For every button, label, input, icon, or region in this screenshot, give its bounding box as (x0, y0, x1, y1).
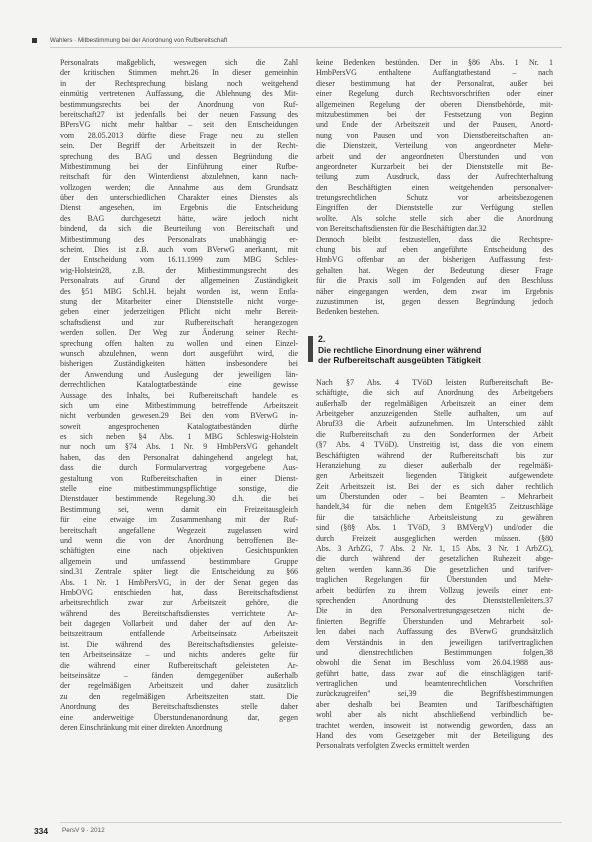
text-line: Hand des vom Gesetzgeber mit der Beteiligung des (316, 731, 553, 741)
header-square-marker (32, 38, 37, 43)
text-line: chung bis auf eben angeführte Entscheidung des (316, 245, 553, 255)
text-line: zu den regelmäßigen Arbeitszeiten statt. Die (60, 691, 298, 701)
text-line: derrechtlichen Katalogtatbestände eine gewisse (60, 380, 298, 390)
text-line: stelle eine mitbestimmungspflichtige sonstige, die (60, 484, 298, 494)
text-line: Anordnung des Bereitschaftsdienstes stelle daher (60, 702, 298, 712)
journal-reference: PersV 9 · 2012 (62, 827, 105, 834)
text-line: Personalrats auf Grund der allgemeinen Zuständigkeit (60, 276, 298, 286)
text-line: schäftigten eine nach objektiven Gesichtspunkten (60, 546, 298, 556)
text-line: Die in den Personalvertretungsgesetzen nicht de- (316, 606, 553, 616)
text-line: sind.31 Zentrale später liegt die Entscheidung zu §66 (60, 567, 298, 577)
text-line: näher eingegangen werden, dem zwar im Ergebnis (316, 286, 553, 296)
text-line: geführt hatte, dass zwar auf die einschlägigen tarif- (316, 668, 553, 678)
text-line: len dabei nach Auffassung des BVerwG grundsätzlich (316, 627, 553, 637)
text-line: vertraglichen und beamtenrechtlichen Vorschriften (316, 679, 553, 689)
text-line: Personalrats verfolgten Zwecks ermittelt werden (316, 741, 470, 751)
text-line: teilung zum Ausdruck, dass der Aufrechterhaltung (316, 172, 553, 182)
footer-rule (60, 822, 562, 823)
text-line: wollte. Als solche stelle sich aber die Anordnung (316, 213, 553, 223)
text-line: sind (§8§ Abs. 1 TVöD, 3 BMVergV) und/oder die (316, 523, 553, 533)
text-line: schaftsdienst und zur Rufbereitschaft herangezogen (60, 317, 298, 327)
text-line: keine Bedenken bestünden. Der in §86 Abs. 1 Nr. 1 (316, 58, 553, 67)
text-line: angeordneter Kurzarbeit bei der Dienststelle mit Be- (316, 161, 553, 171)
text-line: Mitbestimmung bei der Einführung einer Rufbe- (60, 161, 298, 171)
text-line: stung der Mitarbeiter einer Dienststelle nicht vorge- (60, 296, 298, 306)
text-line: eine anderweitige Überstundenanordnung dar, gegen (60, 712, 298, 722)
header-rule (50, 47, 562, 48)
text-line: finierten Begriffe Überstunden und Mehrarbeit sol- (316, 616, 553, 626)
text-line: zurückzugreifen" sei,39 die Begriffsbestimmungen (316, 689, 553, 699)
text-line: Dienstdauer bestimmende Regelung.30 d.h. die bei (60, 494, 298, 504)
text-line: bereitschaft27 ist jedenfalls bei der neuen Fassung des (60, 109, 298, 119)
text-line: die Dienstzeit, Verteilung von angeordneter Mehr- (316, 141, 553, 151)
text-line: und Ende der Arbeitszeit und der Pausen, Anord- (316, 120, 553, 130)
text-line: deren Einschränkung mit einer direkten Anordnung (60, 723, 223, 732)
text-line: Eingriffen der Dienststelle zur Verfügung stellen (316, 203, 553, 213)
text-line: der Anwendung und Auslegung der jeweiligen län- (60, 369, 298, 379)
text-line: beitszeitraum entfallende Arbeitseinsatz Arbeitszeit (60, 629, 298, 639)
text-line: arbeit bedürfen zu ihrem Vollzug jeweils einer ent- (316, 585, 553, 595)
text-line: die Rufbereitschaft zu den Sonderformen der Arbeit (316, 429, 553, 439)
text-line: allgemeinen Regelung der oberen Dienstbehörde, mit- (316, 99, 553, 109)
text-line: haben, das den Personalrat dahingehend angelegt hat, (60, 452, 298, 462)
text-line: HmbPersVG enthaltene Auffangtatbestand – nach (316, 68, 553, 78)
right-column-top-text (316, 58, 553, 318)
text-line: traglichen Regelungen für Überstunden und Mehr- (316, 575, 553, 585)
text-line: durch Freizeit ausgeglichen werden müssen. (§80 (316, 533, 553, 543)
section-number: 2. (318, 333, 326, 344)
text-line: zuzustimmen ist, gegen dessen Begründung jedoch (316, 296, 553, 306)
text-line: handelt,34 für die neben dem Entgelt35 Zeitzuschläge (316, 502, 553, 512)
text-line: obwohl die Senat im Beschluss vom 26.04.1988 aus- (316, 658, 553, 668)
text-line: des §51 MBG Schl.H. bejaht worden ist, wenn Entla- (60, 286, 298, 296)
text-line: wunsch abzulehnen, wenn dort ausgeführt wird, die (60, 348, 298, 358)
text-line: werden sollen. Der Weg zur Änderung seiner Recht- (60, 328, 298, 338)
text-line: für die Praxis soll im Folgenden auf den Beschluss (316, 276, 553, 286)
text-line: sich um eine Mitbestimmung betreffende Arbeitszeit (60, 400, 298, 410)
text-line: Dennoch bleibt festzustellen, dass die Rechtspre- (316, 234, 553, 244)
text-line: die durch während der gesetzlichen Ruhezeit abge- (316, 554, 553, 564)
text-line: für eine etwaige im Zusammenhang mit der Ruf- (60, 515, 298, 525)
text-line: HmbVG offenbar an der bisherigen Auffassung fest- (316, 255, 553, 265)
text-line: tretungsrechtlichen Schutz vor arbeitsbezogenen (316, 193, 553, 203)
text-line: Heranziehung zu dieser außerhalb der regelmäßi- (316, 460, 553, 470)
text-line: soweit angesprochenen Katalogtatbeständen dürfte (60, 421, 298, 431)
right-column-bottom-text (316, 378, 553, 752)
section-heading (316, 334, 553, 366)
text-line: und wenn die von der Anordnung betroffenen Be- (60, 535, 298, 545)
text-line: BPersVG nicht mehr haltbar – seit den Entscheidungen (60, 120, 298, 130)
text-line: beitseinsätze – fänden demgegenüber außerhalb (60, 671, 298, 681)
text-line: vom 28.05.2013 dürfte diese Frage neu zu stellen (60, 130, 298, 140)
text-line: reitschaft für den Winterdienst abzulehnen, kann nach- (60, 172, 298, 182)
text-line: vollzogen werden; die Annahme aus dem Grundsatz (60, 182, 298, 192)
text-line: HmbOVG entschieden hat, dass Bereitschaftsdienst (60, 587, 298, 597)
text-line: Zeit Arbeitszeit ist. Bei der es sich daher rechtlich (316, 481, 553, 491)
text-line: sprechung des BAG und dessen Begründung die (60, 151, 298, 161)
text-line: gehalten hat. Wegen der Bedeutung dieser Frage (316, 265, 553, 275)
text-line: sprechenden Anordnung des Dienststellenleiters.37 (316, 595, 553, 605)
text-line: Bestimmung sei, wenn damit ein Freizeitausgleich (60, 504, 298, 514)
text-line: Personalrats maßgeblich, weswegen sich die Zahl (60, 58, 298, 67)
section-title-line-2: der Rufbereitschaft ausgeübten Tätigkeit (318, 355, 481, 366)
text-line: ist. Die während des Bereitschaftsdienstes geleiste- (60, 639, 298, 649)
text-line: nur noch um §74 Abs. 1 Nr. 9 HmbPersVG gehandelt (60, 442, 298, 452)
text-line: dem Verständnis in den jeweiligen tarifvertraglichen (316, 637, 553, 647)
text-line: Aussage des Inhalts, bei Rufbereitschaft handele es (60, 390, 298, 400)
text-line: dieser bestimmung hat der Personalrat, außer bei (316, 78, 553, 88)
text-line: bindend, da sich die Beurteilung von Bereitschaft und (60, 224, 298, 234)
text-line: der regelmäßigen Arbeitszeit und daher zusätzlich (60, 681, 298, 691)
section-title-line-1: Die rechtliche Einordnung einer während (318, 344, 482, 355)
text-line: der kritischen Stimmen mehrt.26 In dieser gemeinhin (60, 68, 298, 78)
text-line: sein. Der Begriff der Arbeitszeit in der Recht- (60, 141, 298, 151)
text-line: in der Rechtsprechung bislang noch weitgehend (60, 78, 298, 88)
text-line: Abs. 3 ArbZG, 7 Abs. 2 Nr. 1, 15 Abs. 3 Nr. 1 ArbZG), (316, 544, 553, 554)
text-line: Arbeitgeber anzuzeigenden Stelle aufhalten, um auf (316, 408, 553, 418)
text-line: und dienstrechtlichen Bestimmungen folgen,38 (316, 647, 553, 657)
text-line: beit dagegen Vollarbeit und daher der auf den Ar- (60, 619, 298, 629)
section-marker-bar (308, 336, 313, 362)
left-column (60, 58, 298, 733)
text-line: wig-Holstein28, z.B. der Mitbestimmungsrecht des (60, 265, 298, 275)
text-line: arbeit und der angeordneten Überstunden und von (316, 151, 553, 161)
text-line: des BAG durchgesetzt hätte, wäre jedoch nicht (60, 213, 298, 223)
text-line: die während einer Rufbereitschaft geleisteten Ar- (60, 660, 298, 670)
text-line: gestaltung von Rufbereitschaften in einer Dienst- (60, 473, 298, 483)
text-line: einmütig vertretenen Auffassung, die Ablehnung des Mit- (60, 89, 298, 99)
text-line: über den unterschiedlichen Charakter eines Dienstes als (60, 193, 298, 203)
text-line: den Beschäftigten einen weitgehenden personalver- (316, 182, 553, 192)
text-line: von Bereitschaftsdiensten für die Beschäftigten dar.32 (316, 224, 487, 234)
text-line: für die tatsächliche Arbeitsleistung zu gewähren (316, 512, 553, 522)
text-line: dass die durch Formularvertrag vorgegebene Aus- (60, 463, 298, 473)
text-line: es sich neben §4 Abs. 1 MBG Schleswig-Holstein (60, 432, 298, 442)
text-line: aber deshalb bei Beamten und Tarifbeschäftigten (316, 699, 553, 709)
text-line: scheint. Dies ist z.B. auch vom BVerwG anerkannt, mit (60, 245, 298, 255)
right-column (316, 58, 553, 752)
text-line: ten Arbeitseinsätze – und nichts anderes gelte für (60, 650, 298, 660)
text-line: mitzubestimmen bei der Festsetzung von Beginn (316, 109, 553, 119)
text-line: nung von Pausen und von Dienstbereitschaften an- (316, 130, 553, 140)
text-line: Abruf33 die Arbeit aufzunehmen. Im Unterschied zählt (316, 419, 553, 429)
text-line: arbeitsrechtlich zwar zur Arbeitszeit gehöre, die (60, 598, 298, 608)
text-line: Abs. 1 Nr. 1 HmbPersVG, in der der Senat gegen das (60, 577, 298, 587)
text-line: Mitbestimmung des Personalrats unabhängig er- (60, 234, 298, 244)
text-line: geben einer jederzeitigen Pflicht nicht mehr Bereit- (60, 307, 298, 317)
running-head: Wahlers · Mitbestimmung bei der Anordnung von Rufbereitschaft (50, 37, 228, 44)
text-line: gelten werden kann.36 Die gesetzlichen und tarifver- (316, 564, 553, 574)
text-line: Beschäftigten während der Rufbereitschaft bis zur (316, 450, 553, 460)
text-line: Dienst angesehen, im Ergebnis die Entscheidung (60, 203, 298, 213)
text-line: einer Regelung durch Rechtsvorschriften oder einer (316, 89, 553, 99)
text-line: allgemein und umfassend bestimmbare Gruppe (60, 556, 298, 566)
text-line: bestimmungsrechts bei der Anordnung von Ruf- (60, 99, 298, 109)
text-line: gen Arbeitszeit liegenden Tätigkeit aufgewendete (316, 471, 553, 481)
text-line: nicht verbunden gewesen.29 Bei den vom BVerwG in- (60, 411, 298, 421)
text-line: während des Bereitschaftsdienstes verrichtete Ar- (60, 608, 298, 618)
page-number: 334 (34, 826, 48, 836)
text-line: bisherigen Zuständigkeiten hätten insbesondere bei (60, 359, 298, 369)
text-line: außerhalb der regelmäßigen Arbeitszeit an einer dem (316, 398, 553, 408)
text-line: (§7 Abs. 4 TVöD). Unstreitig ist, dass die von einem (316, 440, 553, 450)
text-line: um Überstunden oder – bei Beamten – Mehrarbeit (316, 492, 553, 502)
text-line: wohl aber als nicht abschließend verbindlich be- (316, 710, 553, 720)
text-line: bereitschaft angefallene Wegezeit zugelassen wird (60, 525, 298, 535)
text-line: trachtet werden, insoweit ist notwendig geworden, dass an (316, 720, 553, 730)
text-line: schäftigte, die sich auf Anordnung des Arbeitgebers (316, 388, 553, 398)
text-line: der Entscheidung vom 16.11.1999 zum MBG Schles- (60, 255, 298, 265)
text-line: sprechung offen halten zu wollen und einen Einzel- (60, 338, 298, 348)
text-line: Nach §7 Abs. 4 TVöD leisten Rufbereitschaft Be- (316, 377, 553, 387)
text-line: Bedenken bestehen. (316, 307, 380, 317)
